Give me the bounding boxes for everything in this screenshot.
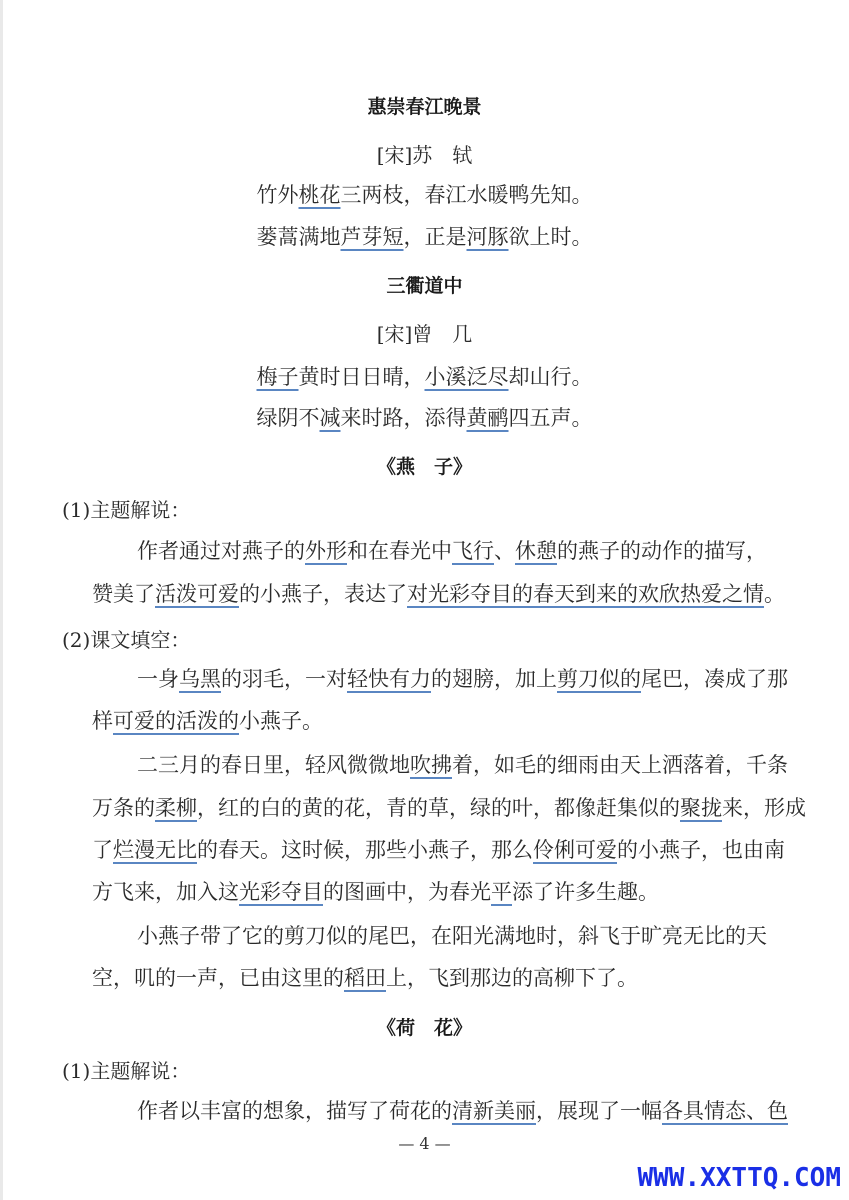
hehua-theme-line1: 作者以丰富的想象，描写了荷花的清新美丽，展现了一幅各具情态、色 [137,1099,788,1123]
yanzi-fill-p3-line3: 了烂漫无比的春天。这时候，那些小燕子，那么伶俐可爱的小燕子，也由南 [92,838,785,862]
yanzi-fill-p2-line1: 一身乌黑的羽毛，一对轻快有力的翅膀，加上剪刀似的尾巴，凑成了那 [137,667,788,691]
yanzi-fill-p2-line2: 样可爱的活泼的小燕子。 [92,709,323,733]
poem-author-sushi: [宋]苏 轼 [376,143,473,167]
section-title-yanzi: 《燕 子》 [376,456,472,478]
yanzi-fill-p3-line1: 二三月的春日里，轻风微微地吹拂着，如毛的细雨由天上洒落着，千条 [137,753,788,777]
hehua-label-theme: (1)主题解说： [62,1059,191,1083]
yanzi-theme-line2: 赞美了活泼可爱的小燕子，表达了对光彩夺目的春天到来的欢欣热爱之情。 [92,582,785,606]
poem1-line1: 竹外桃花三两枝，春江水暖鸭先知。 [256,183,593,207]
yanzi-fill-p4-line2: 空，叽的一声，已由这里的稻田上，飞到那边的高柳下了。 [92,966,638,990]
poem-author-zengji: [宋]曾 几 [376,322,473,346]
yanzi-fill-p3-line2: 万条的柔柳，红的白的黄的花，青的草，绿的叶，都像赶集似的聚拢来，形成 [92,796,806,820]
yanzi-label-fill: (2)课文填空： [62,628,191,652]
page-number: — 4 — [398,1134,451,1153]
yanzi-fill-p4-line1: 小燕子带了它的剪刀似的尾巴，在阳光满地时，斜飞于旷亮无比的天 [137,924,767,948]
yanzi-fill-p3-line4: 方飞来，加入这光彩夺目的图画中，为春光平添了许多生趣。 [92,880,659,904]
poem2-line1: 梅子黄时日日晴，小溪泛尽却山行。 [256,365,593,389]
poem2-line2: 绿阴不减来时路，添得黄鹂四五声。 [256,406,593,430]
poem-title-huichong: 惠崇春江晚景 [367,96,482,118]
poem-title-sanqu: 三衢道中 [386,275,463,297]
section-title-hehua: 《荷 花》 [376,1017,472,1039]
site-watermark: WWW.XXTTQ.COM [637,1163,841,1193]
yanzi-theme-line1: 作者通过对燕子的外形和在春光中飞行、休憩的燕子的动作的描写， [137,539,767,563]
poem1-line2: 蒌蒿满地芦芽短，正是河豚欲上时。 [256,225,593,249]
yanzi-label-theme: (1)主题解说： [62,498,191,522]
